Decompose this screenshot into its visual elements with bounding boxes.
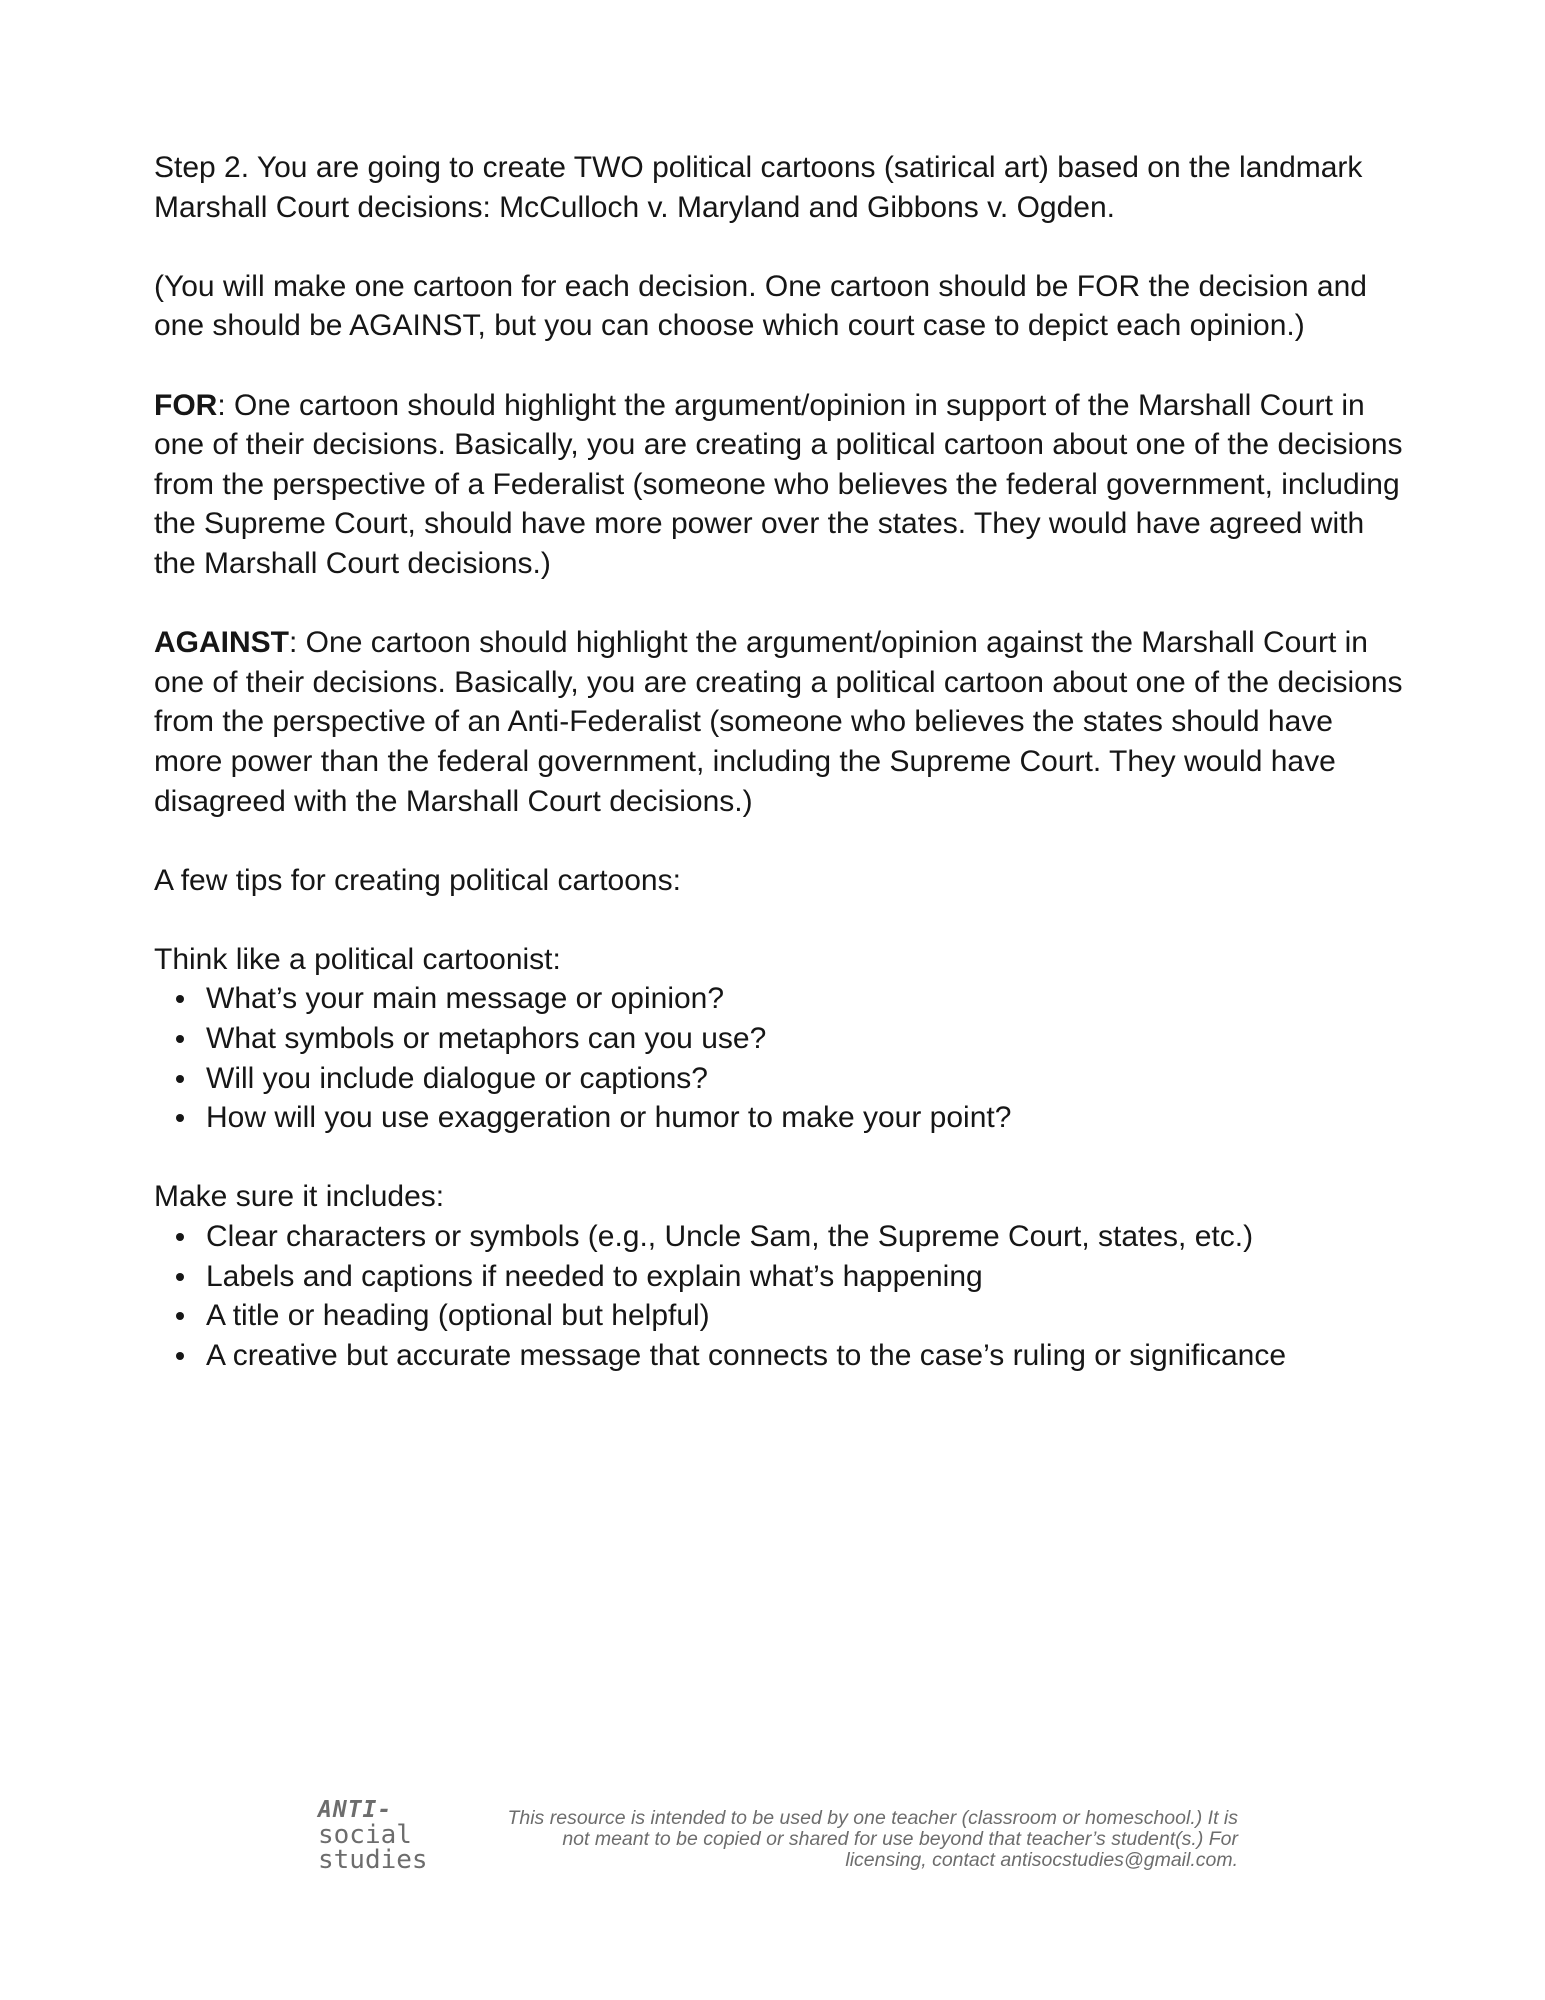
think-list (154, 979, 1404, 1137)
think-heading: Think like a political cartoonist: (154, 942, 561, 976)
list-item: What symbols or metaphors can you use? (206, 1019, 1404, 1059)
for-label: FOR (154, 388, 218, 422)
logo-line-1: ANTI- (318, 1797, 393, 1823)
list-item: Will you include dialogue or captions? (206, 1059, 1404, 1099)
list-item: What’s your main message or opinion? (206, 979, 1404, 1019)
list-item: Labels and captions if needed to explain what’s happening (206, 1257, 1404, 1297)
license-notice: This resource is intended to be used by one teacher (classroom or homeschool.) It is not meant to be copied or shared for use beyond that teacher’s student(s.) For licensing, contact antisocstudies@gmail.com. (507, 1807, 1238, 1871)
logo-line-3: studies (318, 1845, 428, 1875)
for-paragraph (154, 386, 1404, 584)
step2-intro: Step 2. You are going to create TWO political cartoons (satirical art) based on the landmark Marshall Court decisions: McCulloch v. Maryland and Gibbons v. Ogden. (154, 151, 1363, 224)
tips-heading: A few tips for creating political cartoons: (154, 863, 681, 897)
includes-heading: Make sure it includes: (154, 1180, 445, 1214)
against-text: : One cartoon should highlight the argument/opinion against the Marshall Court in one of their decisions. Basically, you are creating a political cartoon about one of the decisions from the perspective of an Anti-Federalist (someone who believes the states should have more power than the federal government, including the Supreme Court. They would have disagreed with the Marshall Court decisions.) (154, 626, 1403, 818)
against-label: AGAINST (154, 626, 289, 660)
page-footer (318, 1798, 1238, 1878)
list-item: How will you use exaggeration or humor to make your point? (206, 1098, 1404, 1138)
for-text: : One cartoon should highlight the argument/opinion in support of the Marshall Court in one of their decisions. Basically, you are creating a political cartoon about one of the decisions from the perspective of a Federalist (someone who believes the federal government, including the Supreme Court, should have more power over the states. They would have agreed with the Marshall Court decisions.) (154, 388, 1403, 580)
list-item: Clear characters or symbols (e.g., Uncle Sam, the Supreme Court, states, etc.) (206, 1217, 1404, 1257)
list-item: A title or heading (optional but helpful) (206, 1296, 1404, 1336)
list-item: A creative but accurate message that connects to the case’s ruling or significance (206, 1336, 1404, 1376)
step2-note: (You will make one cartoon for each decision. One cartoon should be FOR the decision and one should be AGAINST, but you can choose which court case to depict each opinion.) (154, 269, 1367, 343)
brand-logo (318, 1798, 428, 1873)
document-body (154, 148, 1404, 1415)
logo-line-2: social (318, 1820, 412, 1850)
includes-list (154, 1217, 1404, 1375)
against-paragraph (154, 623, 1404, 821)
